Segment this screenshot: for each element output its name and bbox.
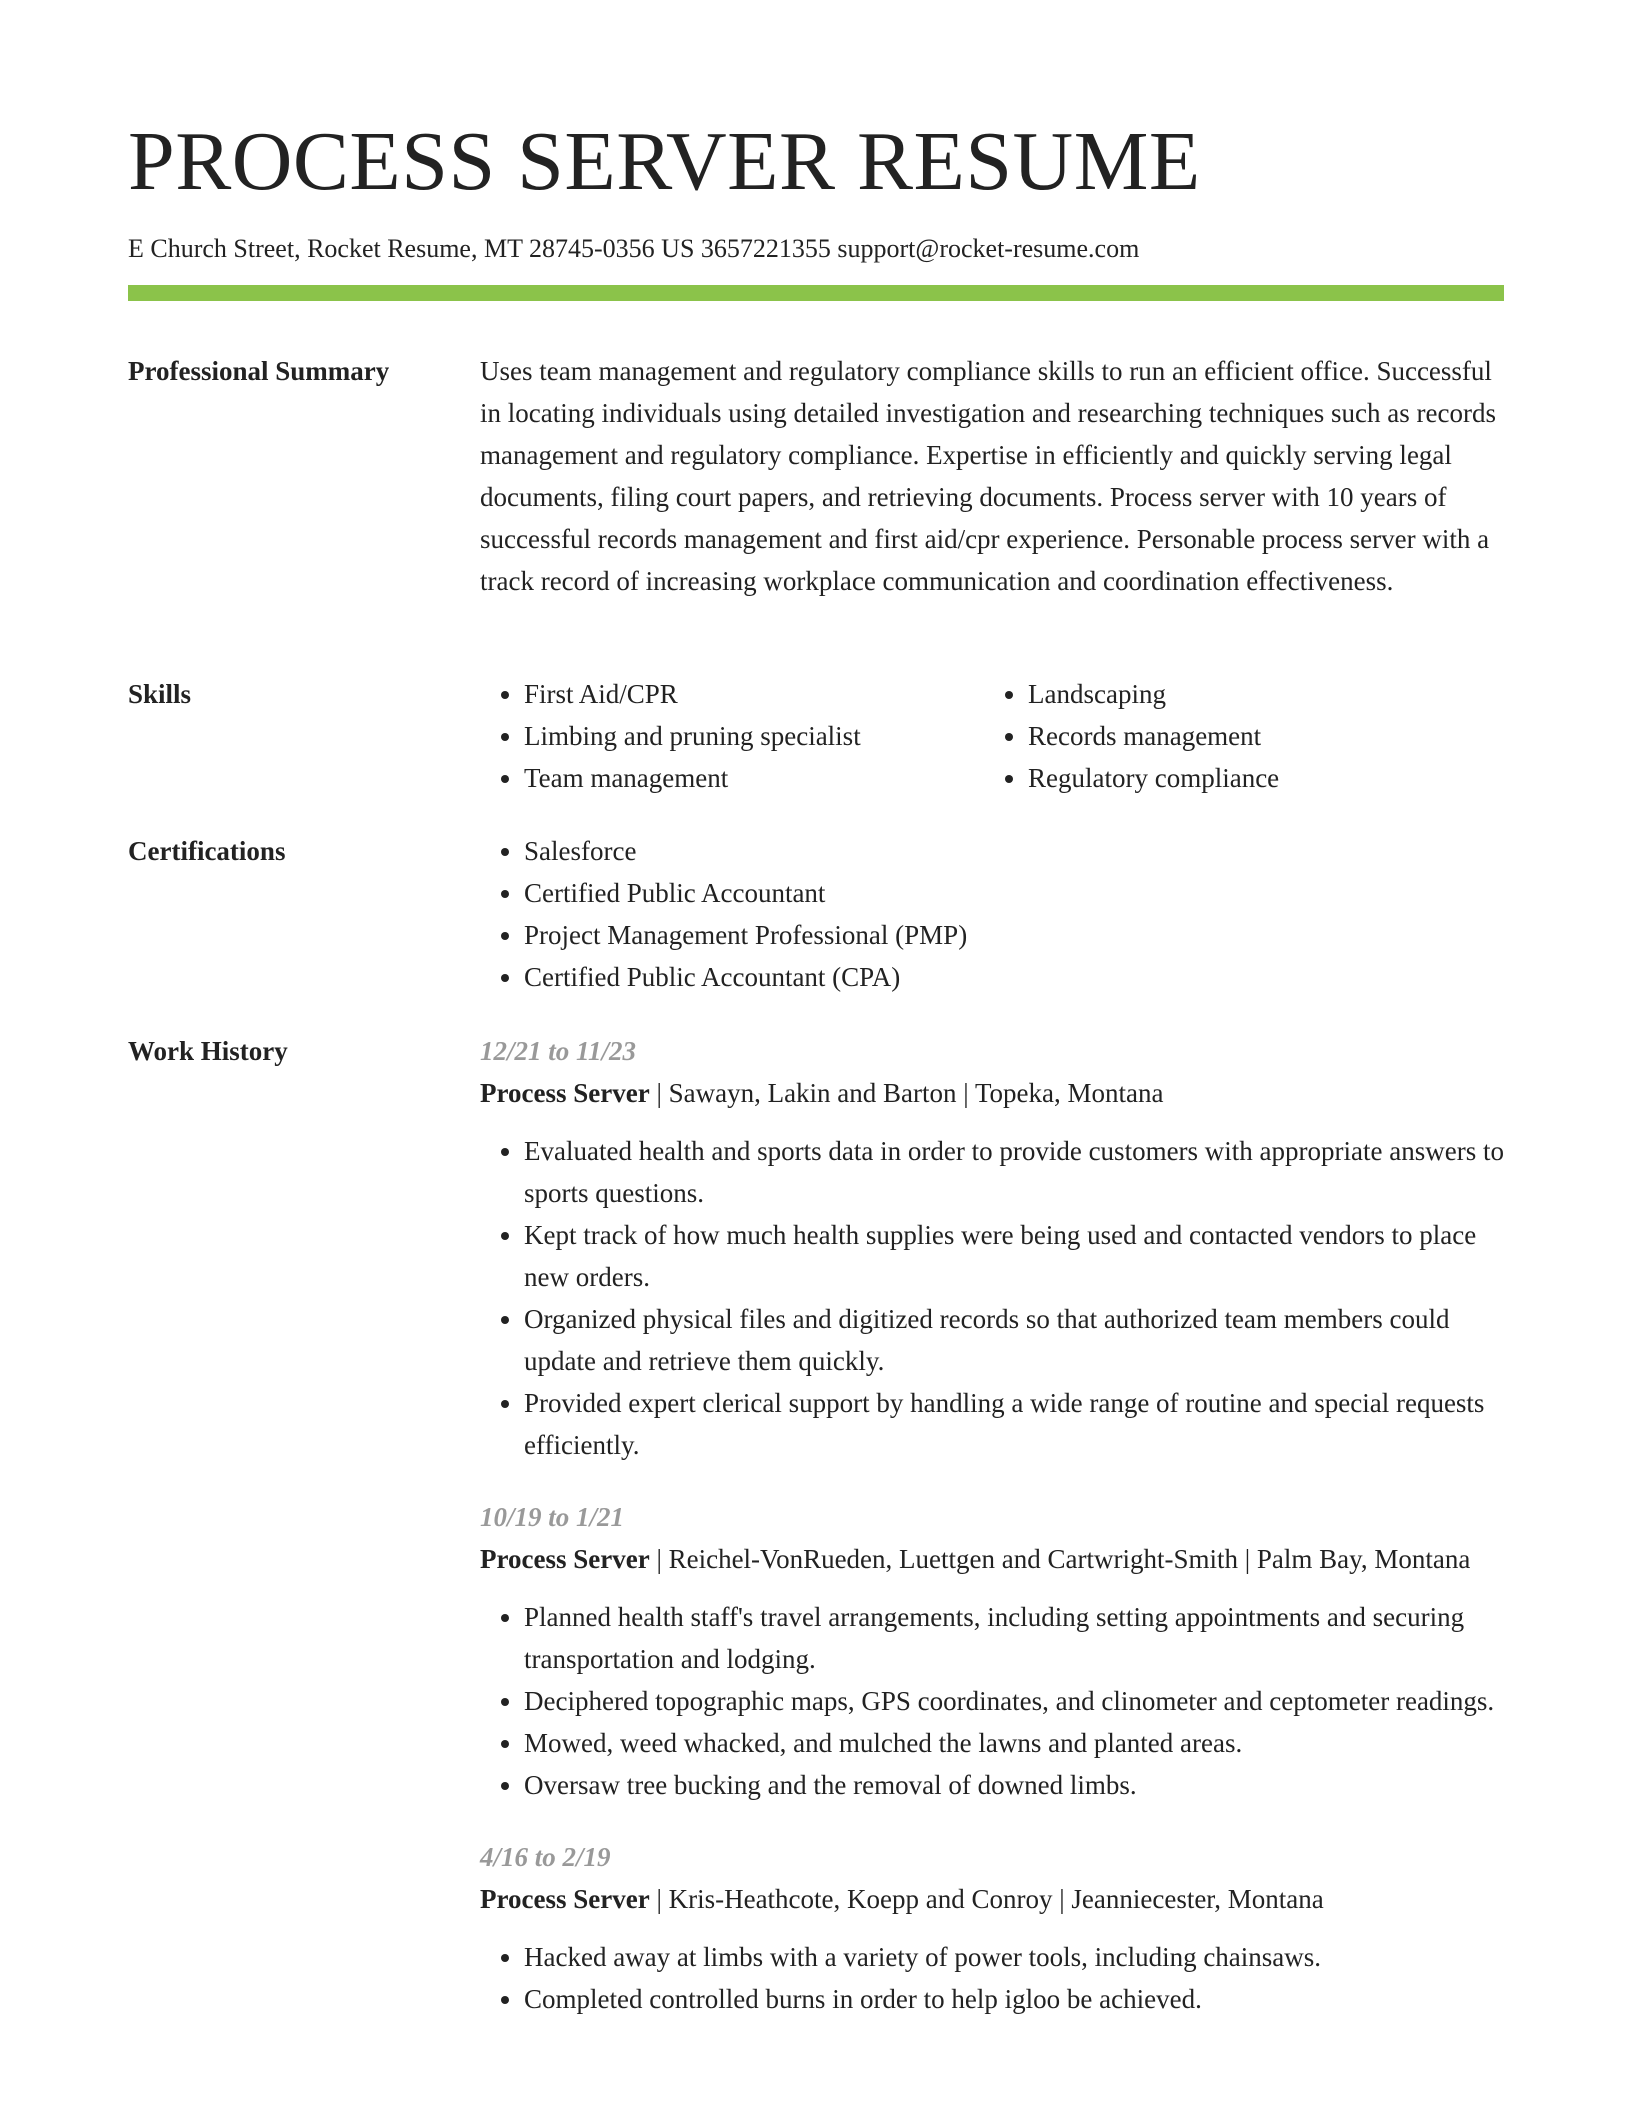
job-duty: • Planned health staff's travel arrangements, including setting appointments and securing transportation and lodging. [524,1596,1504,1680]
certification-item: • Project Management Professional (PMP) [524,914,1504,956]
job-duties-list [480,1936,1504,2020]
skill-item: • Regulatory compliance [1028,757,1488,799]
skills-columns [480,673,1504,799]
skills-heading: Skills [128,679,192,709]
certification-item: • Certified Public Accountant (CPA) [524,956,1504,998]
certification-item: • Certified Public Accountant [524,872,1504,914]
job-title: Process Server [480,1078,650,1108]
job-employer: | Kris-Heathcote, Koepp and Conroy | Jeanniecester, Montana [649,1884,1324,1914]
job-entry [480,1496,1504,1806]
skill-item: • Limbing and pruning specialist [524,715,984,757]
skill-item: • Records management [1028,715,1488,757]
certification-item: • Salesforce [524,830,1504,872]
skills-column-right [984,673,1488,799]
skills-list-right [984,673,1488,799]
skills-body [480,673,1504,799]
job-duty: • Deciphered topographic maps, GPS coordinates, and clinometer and ceptometer readings. [524,1680,1504,1722]
job-entry [480,1030,1504,1466]
job-duty: • Evaluated health and sports data in order to provide customers with appropriate answers to sports questions. [524,1130,1504,1214]
summary-body [480,350,1504,602]
job-duty: • Oversaw tree bucking and the removal of downed limbs. [524,1764,1504,1806]
work-history-heading: Work History [128,1036,288,1066]
job-title: Process Server [480,1884,650,1914]
job-duties-list [480,1130,1504,1466]
skills-list-left [480,673,984,799]
job-heading [480,1538,1504,1580]
job-dates: 10/19 to 1/21 [480,1502,625,1532]
certifications-body [480,830,1504,998]
contact-line: E Church Street, Rocket Resume, MT 28745-0356 US 3657221355 support@rocket-resume.com [128,234,1140,263]
job-duty: • Kept track of how much health supplies were being used and contacted vendors to place new orders. [524,1214,1504,1298]
job-title: Process Server [480,1544,650,1574]
resume-title: PROCESS SERVER RESUME [128,115,1201,208]
job-duty: • Completed controlled burns in order to help igloo be achieved. [524,1978,1504,2020]
summary-heading: Professional Summary [128,356,390,386]
skill-item: • First Aid/CPR [524,673,984,715]
job-entry [480,1836,1504,2020]
certifications-heading: Certifications [128,836,286,866]
summary-text: Uses team management and regulatory compliance skills to run an efficient office. Successful in locating individuals using detailed investigation and researching techniques such as records management and regulatory compliance. Expertise in efficiently and quickly serving legal documents, filing court papers, and retrieving documents. Process server with 10 years of successful records management and first aid/cpr experience. Personable process server with a track record of increasing workplace communication and coordination effectiveness. [480,356,1496,596]
job-dates: 4/16 to 2/19 [480,1842,611,1872]
job-employer: | Sawayn, Lakin and Barton | Topeka, Montana [649,1078,1164,1108]
skills-column-left [480,673,984,799]
job-dates: 12/21 to 11/23 [480,1036,637,1066]
job-duty: • Organized physical files and digitized records so that authorized team members could update and retrieve them quickly. [524,1298,1504,1382]
work-history-body [480,1030,1504,2050]
certifications-list [480,830,1504,998]
job-heading [480,1072,1504,1114]
job-duties-list [480,1596,1504,1806]
accent-divider [128,285,1504,301]
job-heading [480,1878,1504,1920]
job-duty: • Hacked away at limbs with a variety of power tools, including chainsaws. [524,1936,1504,1978]
job-duty: • Mowed, weed whacked, and mulched the lawns and planted areas. [524,1722,1504,1764]
skill-item: • Team management [524,757,984,799]
skill-item: • Landscaping [1028,673,1488,715]
job-employer: | Reichel-VonRueden, Luettgen and Cartwright-Smith | Palm Bay, Montana [649,1544,1471,1574]
job-duty: • Provided expert clerical support by handling a wide range of routine and special requests efficiently. [524,1382,1504,1466]
